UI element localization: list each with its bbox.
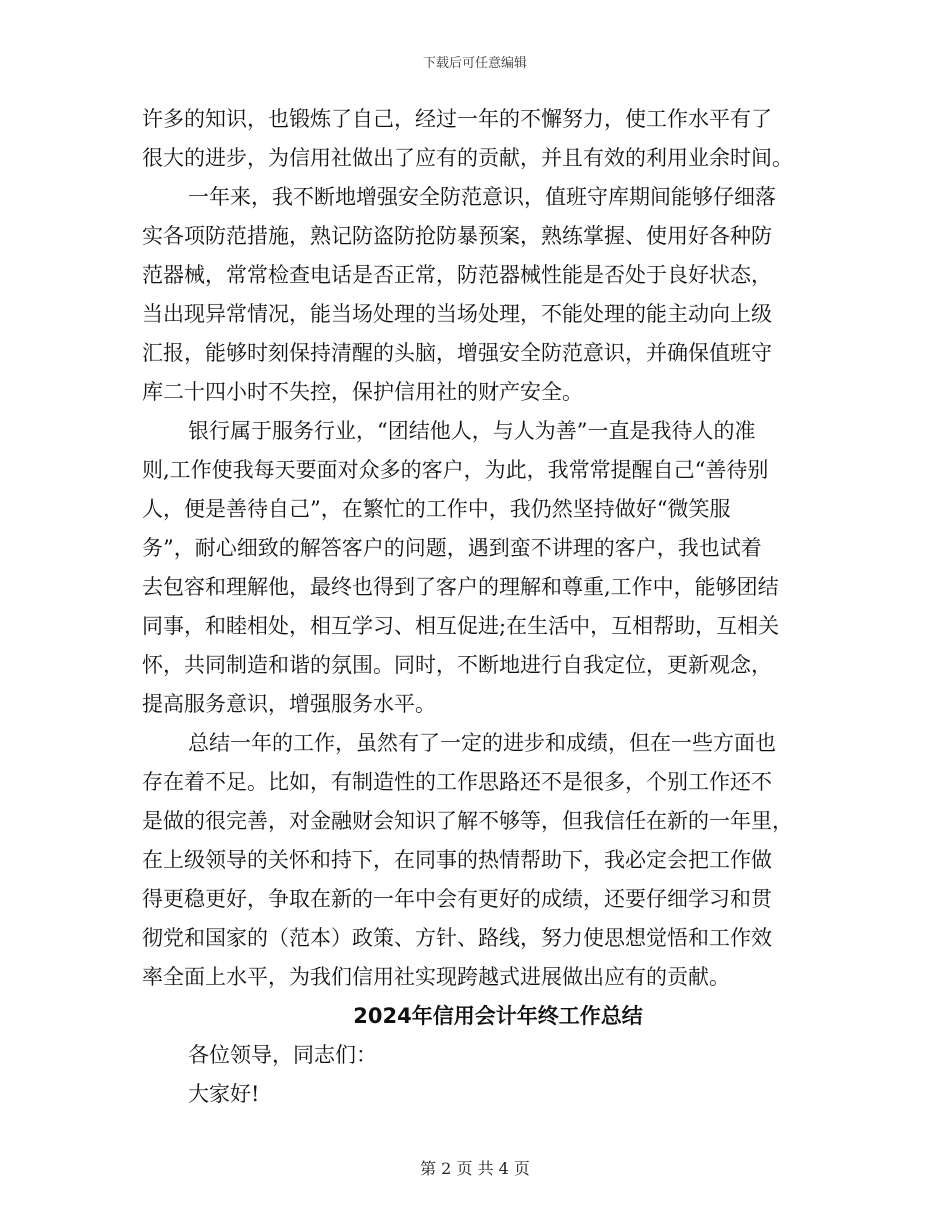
text-line: 当出现异常情况，能当场处理的当场处理，不能处理的能主动向上级 [142, 302, 772, 326]
text-line: 人，便是善待自己”，在繁忙的工作中，我仍然坚持做好“微笑服 [142, 497, 731, 521]
text-line: 得更稳更好，争取在新的一年中会有更好的成绩，还要仔细学习和贯 [142, 887, 772, 911]
text-line: 去包容和理解他，最终也得到了客户的理解和尊重,工作中，能够团结 [142, 575, 779, 599]
text-line: 怀，共同制造和谐的氛围。同时，不断地进行自我定位，更新观念， [142, 653, 772, 677]
text-line: 则,工作使我每天要面对众多的客户，为此，我常常提醒自己“善待别 [142, 458, 769, 482]
text-line: 存在着不足。比如，有制造性的工作思路还不是很多，个别工作还不 [142, 770, 772, 794]
text-line: 范器械，常常检查电话是否正常，防范器械性能是否处于良好状态， [142, 263, 772, 287]
text-line: 率全面上水平，为我们信用社实现跨越式进展做出应有的贡献。 [142, 965, 730, 989]
text-line: 库二十四小时不失控，保护信用社的财产安全。 [142, 380, 583, 404]
text-line: 银行属于服务行业，“团结他人，与人为善”一直是我待人的准 [188, 419, 756, 443]
text-line: 提高服务意识，增强服务水平。 [142, 692, 436, 716]
text-line: 总结一年的工作，虽然有了一定的进步和成绩，但在一些方面也 [188, 731, 776, 755]
text-line: 许多的知识，也锻炼了自己，经过一年的不懈努力，使工作水平有了 [142, 107, 772, 131]
section-title: 2024年信用会计年终工作总结 [353, 1004, 643, 1028]
text-line: 同事，和睦相处，相互学习、相互促进;在生活中，互相帮助，互相关 [142, 614, 780, 638]
text-line: 很大的进步，为信用社做出了应有的贡献，并且有效的利用业余时间。 [142, 146, 793, 170]
text-line: 实各项防范措施，熟记防盗防抢防暴预案，熟练掌握、使用好各种防 [142, 224, 772, 248]
salutation-line: 大家好! [188, 1082, 260, 1106]
page-header: 下载后可任意编辑 [422, 56, 527, 71]
document-body [142, 104, 822, 1118]
text-line: 汇报，能够时刻保持清醒的头脑，增强安全防范意识，并确保值班守 [142, 341, 772, 365]
text-line: 彻党和国家的（范本）政策、方针、路线，努力使思想觉悟和工作效 [142, 926, 772, 950]
text-line: 务”，耐心细致的解答客户的问题，遇到蛮不讲理的客户，我也试着 [142, 536, 762, 560]
page-footer: 第 2 页 共 4 页 [420, 1159, 530, 1178]
text-line: 在上级领导的关怀和持下，在同事的热情帮助下，我必定会把工作做 [142, 848, 772, 872]
greeting-line: 各位领导，同志们： [188, 1043, 377, 1067]
text-line: 一年来，我不断地增强安全防范意识，值班守库期间能够仔细落 [188, 185, 776, 209]
text-line: 是做的很完善，对金融财会知识了解不够等，但我信任在新的一年里， [142, 809, 793, 833]
